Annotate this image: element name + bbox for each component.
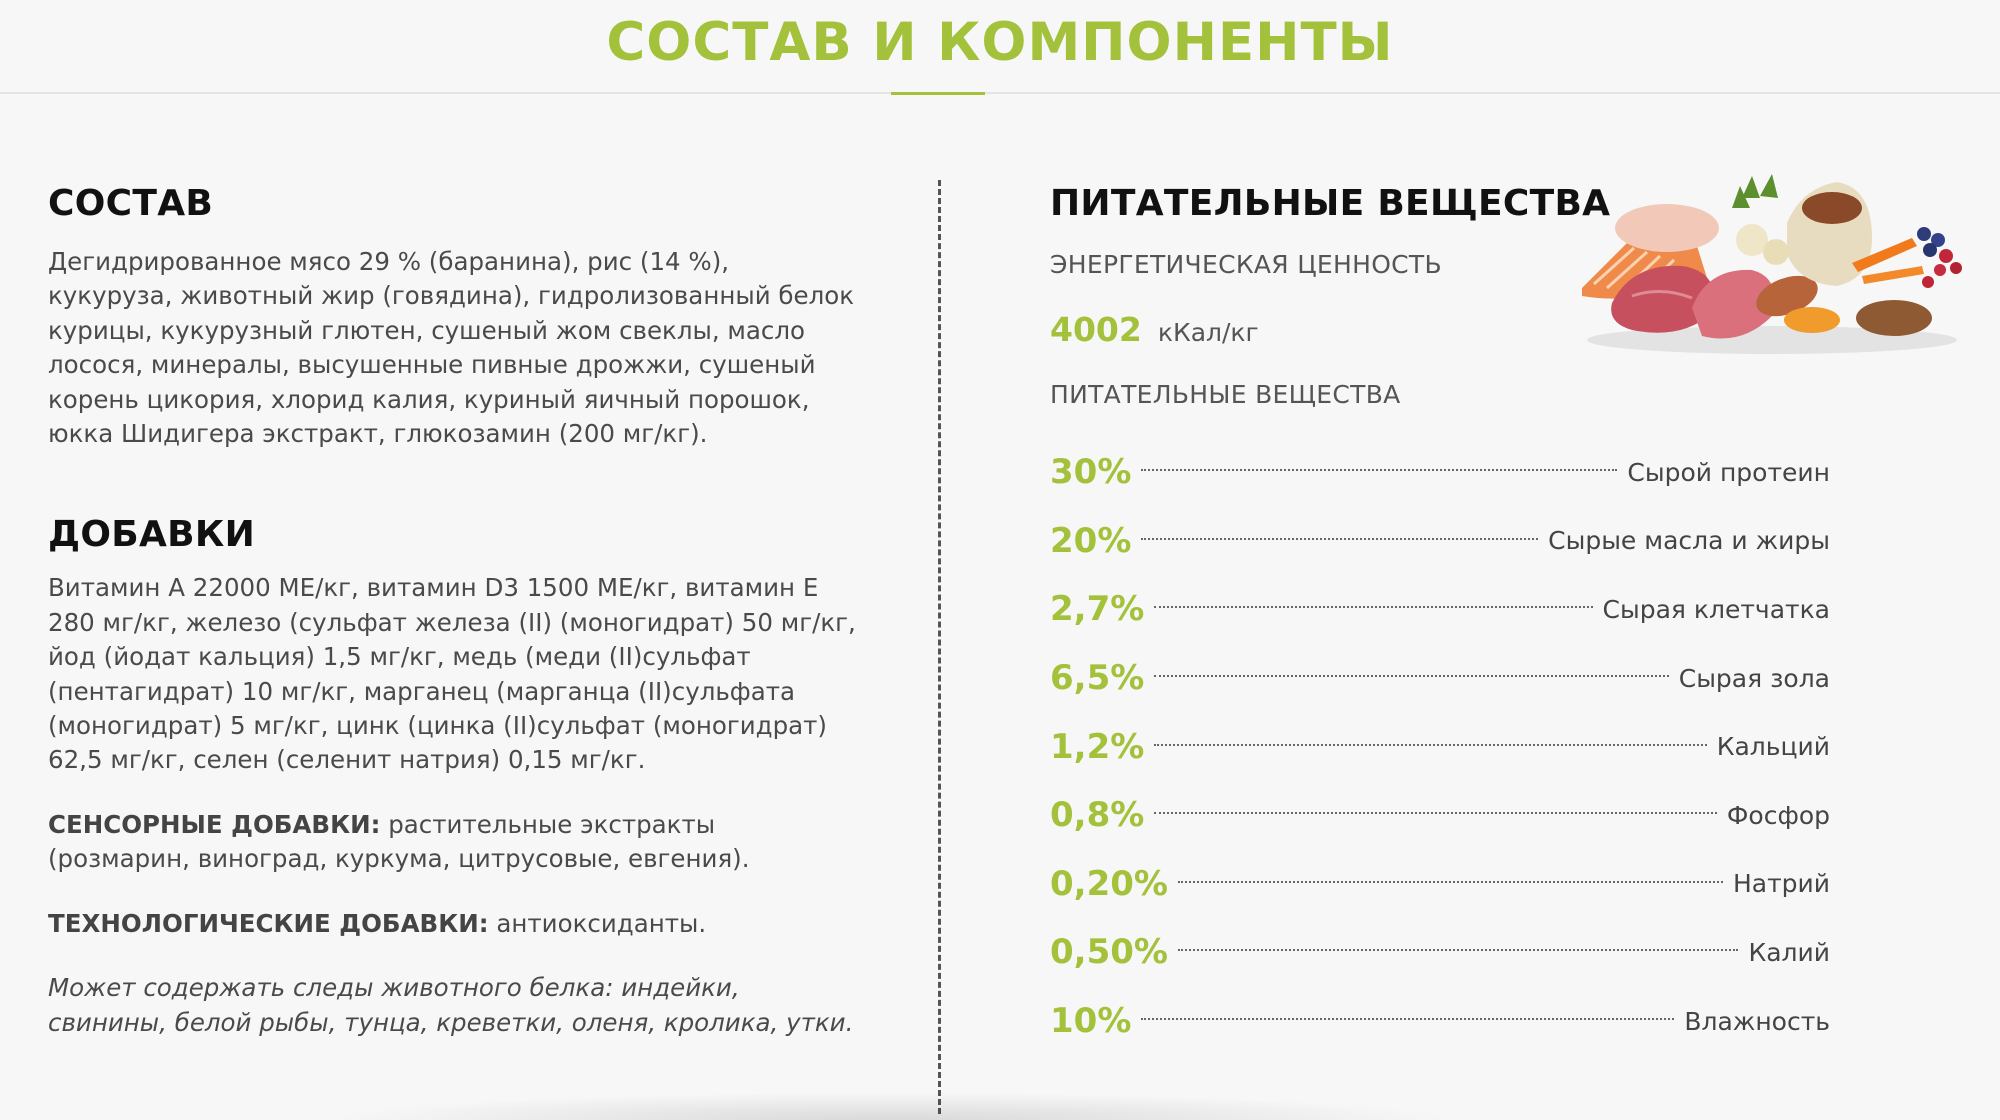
energy-unit: кКал/кг xyxy=(1157,318,1259,347)
dotted-leader xyxy=(1154,812,1717,814)
dotted-leader xyxy=(1154,744,1706,746)
nutrient-value: 0,20% xyxy=(1050,863,1168,904)
nutrient-name: Влажность xyxy=(1684,1006,1830,1036)
nutrient-name: Сырая клетчатка xyxy=(1602,594,1830,624)
nutrient-name: Калий xyxy=(1748,937,1830,967)
nutrient-list xyxy=(1050,438,1830,1055)
energy-value: 4002 xyxy=(1050,310,1142,349)
dotted-leader xyxy=(1154,606,1592,608)
title-accent-underline xyxy=(891,92,985,95)
nutrient-value: 0,50% xyxy=(1050,932,1168,973)
nutrient-row xyxy=(1050,918,1830,987)
nutrient-row xyxy=(1050,712,1830,781)
dotted-leader xyxy=(1141,1018,1674,1020)
energy-label: ЭНЕРГЕТИЧЕСКАЯ ЦЕННОСТЬ xyxy=(1050,250,1442,279)
dotted-leader xyxy=(1178,881,1723,883)
sensory-additives xyxy=(48,808,888,877)
allergen-note: Может содержать следы животного белка: индейки, свинины, белой рыбы, тунца, креветки, оленя, кролика, утки. xyxy=(48,973,854,1037)
nutrients-label: ПИТАТЕЛЬНЫЕ ВЕЩЕСТВА xyxy=(1050,380,1401,409)
technological-additives xyxy=(48,907,888,941)
nutrient-value: 30% xyxy=(1050,452,1132,493)
nutrient-row xyxy=(1050,781,1830,850)
nutrient-name: Сырой протеин xyxy=(1627,457,1830,487)
nutrient-row xyxy=(1050,987,1830,1056)
nutrient-value: 20% xyxy=(1050,520,1132,561)
nutrient-value: 0,8% xyxy=(1050,795,1145,836)
nutrient-name: Натрий xyxy=(1732,869,1830,899)
technological-additives-text: антиоксиданты. xyxy=(488,908,707,938)
nutrient-name: Сырая зола xyxy=(1678,663,1830,693)
nutrient-value: 10% xyxy=(1050,1001,1132,1042)
additives-text: Витамин А 22000 МЕ/кг, витамин D3 1500 МЕ/кг, витамин Е 280 мг/кг, железо (сульфат железа (II) (моногидрат) 50 мг/кг, йод (йодат кальция) 1,5 мг/кг, медь (меди (II)сульфат (пентагидрат) 10 мг/кг, марганец (марганца (II)сульфата (моногидрат) 5 мг/кг, цинк (цинка (II)сульфат (моногидрат) 62,5 мг/кг, селен (селенит натрия) 0,15 мг/кг. xyxy=(48,573,856,775)
nutrition-heading: ПИТАТЕЛЬНЫЕ ВЕЩЕСТВА xyxy=(1050,183,1611,224)
ingredients-heading: СОСТАВ xyxy=(48,183,214,224)
ingredients-text: Дегидрированное мясо 29 % (баранина), рис (14 %), кукуруза, животный жир (говядина), гидролизованный белок курицы, кукурузный глютен, сушеный жом свеклы, масло лосося, минералы, высушенные пивные дрожжи, сушеный корень цикория, хлорид калия, куриный яичный порошок, юкка Шидигера экстракт, глюкозамин (200 мг/кг). xyxy=(48,247,855,449)
dotted-leader xyxy=(1141,538,1538,540)
nutrient-row xyxy=(1050,575,1830,644)
sensory-additives-label: СЕНСОРНЫЕ ДОБАВКИ: xyxy=(48,809,381,839)
nutrient-row xyxy=(1050,438,1830,507)
nutrient-value: 1,2% xyxy=(1050,726,1145,767)
food-ingredients-illustration xyxy=(1572,168,1966,356)
technological-additives-label: ТЕХНОЛОГИЧЕСКИЕ ДОБАВКИ: xyxy=(48,908,489,938)
nutrient-name: Сырые масла и жиры xyxy=(1548,526,1830,556)
column-divider xyxy=(938,180,941,1114)
dotted-leader xyxy=(1178,949,1738,951)
additives-heading: ДОБАВКИ xyxy=(48,514,256,556)
bottom-shadow xyxy=(280,1090,1500,1120)
header-divider xyxy=(0,92,2000,94)
page-title: СОСТАВ И КОМПОНЕНТЫ xyxy=(606,12,1394,73)
sensory-additives-text: растительные экстракты (розмарин, виноград, куркума, цитрусовые, евгения). xyxy=(48,809,750,874)
nutrient-value: 2,7% xyxy=(1050,589,1145,630)
nutrient-row xyxy=(1050,850,1830,919)
dotted-leader xyxy=(1141,469,1617,471)
nutrient-name: Фосфор xyxy=(1726,800,1830,830)
nutrient-name: Кальций xyxy=(1716,732,1830,762)
ingredients-column xyxy=(48,178,888,1040)
nutrient-row xyxy=(1050,644,1830,713)
nutrient-row xyxy=(1050,507,1830,576)
nutrient-value: 6,5% xyxy=(1050,658,1145,699)
dotted-leader xyxy=(1154,675,1668,677)
